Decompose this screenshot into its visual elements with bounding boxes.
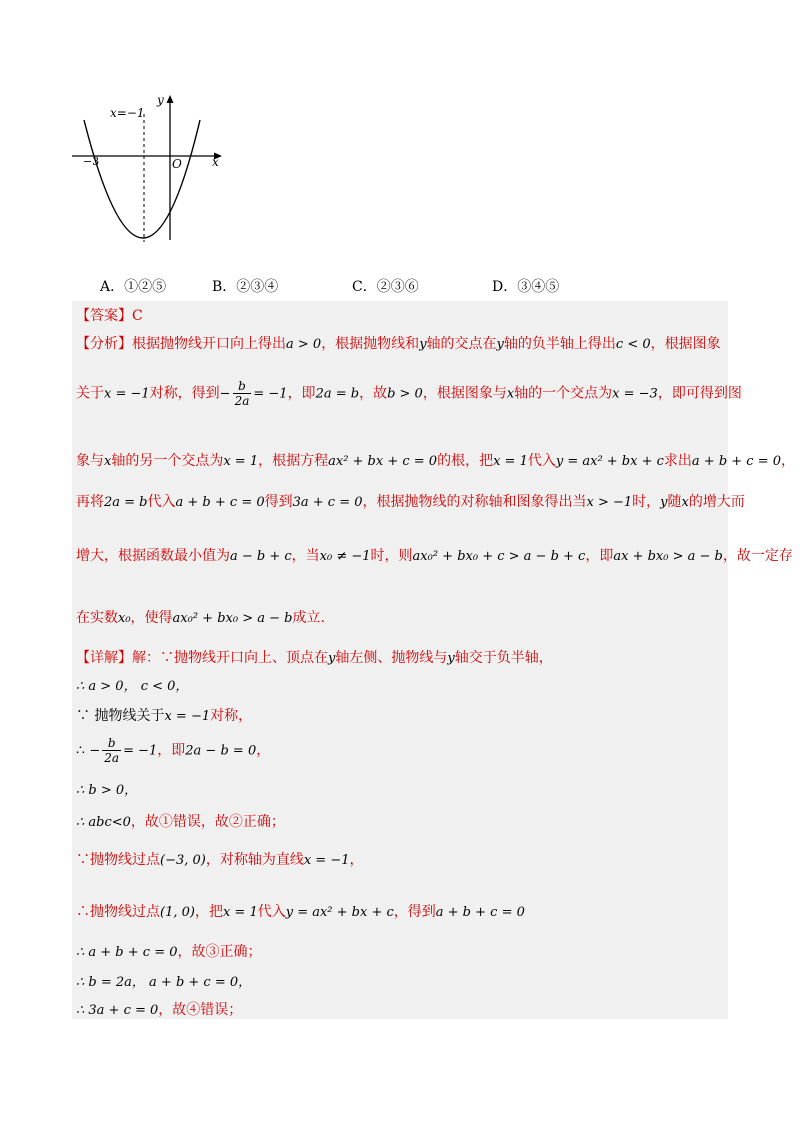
detail-line-1: 【详解】解：∵抛物线开口向上、顶点在y轴左侧、抛物线与y轴交于负半轴， [76,650,553,666]
origin-label: O [172,157,182,171]
fraction-b-over-2a-detail: $\frac{b}{2a}$ [104,736,120,765]
choice-b: B．②③④ [212,279,279,295]
analysis-line-2: 关于x = −1对称，得到− $\frac{b}{2a}$ = −1，即2a = b，故b > 0，根据图象与x轴的一个交点为x = −3，即可得到图 [76,379,742,408]
detail-line-3: ∵ 抛物线关于x = −1对称， [76,708,253,724]
solution-panel [72,301,796,1019]
y-axis-label: y [157,93,164,107]
answer-tag: 【答案】 [76,308,132,324]
fraction-b-over-2a: $\frac{b}{2a}$ [234,379,250,408]
x-axis-label: x [212,155,219,169]
analysis-line-1: 【分析】根据抛物线开口向上得出a > 0，根据抛物线和y轴的交点在y轴的负半轴上得出c < 0，根据图象 [76,336,721,352]
y-axis-arrow [167,95,174,103]
choice-a: A．①②⑤ [100,279,167,295]
detail-line-7: ∵抛物线过点(−3, 0)，对称轴为直线x = −1， [76,852,364,868]
answer-choices [100,276,700,294]
detail-line-2: ∴ a > 0， c < 0， [76,679,189,694]
detail-line-6: ∴ abc<0，故①错误，故②正确； [76,814,285,830]
detail-line-10: ∴ b = 2a， a + b + c = 0， [76,975,252,990]
analysis-line-3: 象与x轴的另一个交点为x = 1，根据方程ax² + bx + c = 0的根，把x = 1代入y = ax² + bx + c求出a + b + c = 0， [76,453,796,469]
analysis-line-4: 再将2a = b代入a + b + c = 0得到3a + c = 0，根据抛物线的对称轴和图象得出当x > −1时，y随x的增大而 [76,494,745,510]
analysis-line-5: 增大，根据函数最小值为a − b + c，当x₀ ≠ −1时，则ax₀² + bx₀ + c > a − b + c，即ax + bx₀ > a − b，故一定存 [76,548,793,564]
analysis-line-6: 在实数x₀，使得ax₀² + bx₀ > a − b成立. [76,610,325,626]
choice-c: C．②③⑥ [352,279,419,295]
choice-d: D．③④⑤ [492,279,560,295]
root-label: −3 [83,155,100,168]
axis-of-symmetry-label: x=−1 [110,106,145,120]
parabola-curve [84,120,200,238]
answer-line [76,305,143,325]
detail-line-8: ∴抛物线过点(1, 0)，把x = 1代入y = ax² + bx + c，得到a + b + c = 0 [76,904,525,920]
detail-line-11: ∴ 3a + c = 0，故④错误； [76,1002,243,1018]
detail-line-5: ∴ b > 0， [76,783,138,798]
parabola-graph [72,90,232,250]
answer-value: C [132,308,143,324]
detail-line-4: ∴ − $\frac{b}{2a}$ = −1，即2a − b = 0， [76,736,271,765]
detail-line-9: ∴ a + b + c = 0，故③正确； [76,944,262,960]
